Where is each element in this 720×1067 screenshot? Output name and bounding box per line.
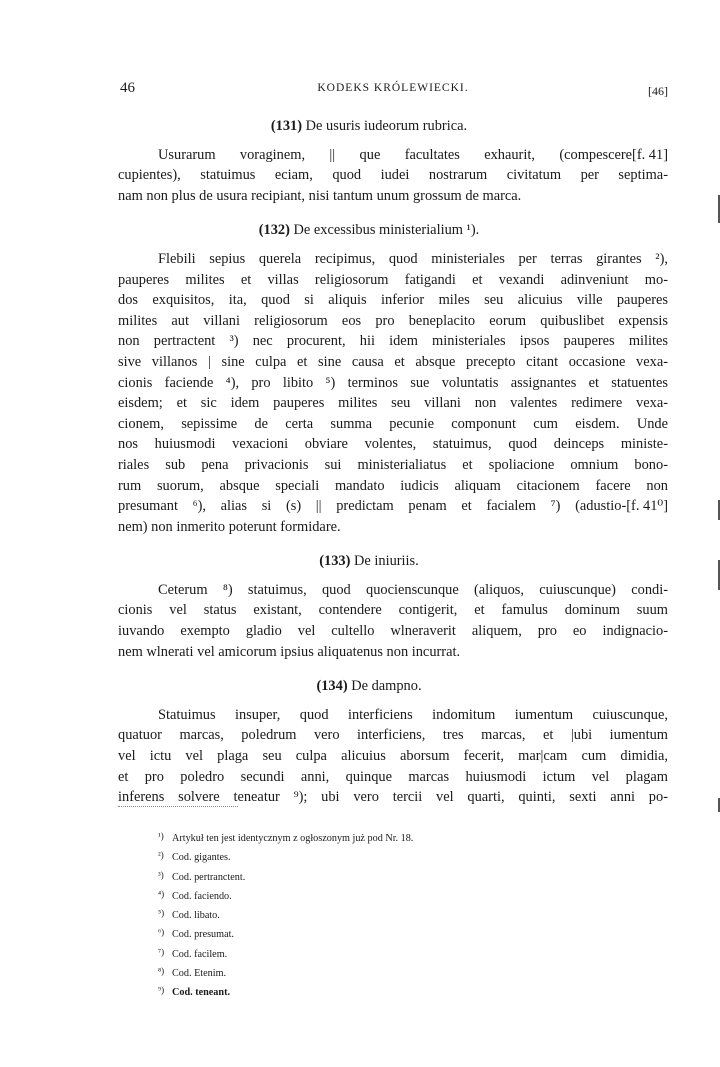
section-heading [118, 676, 668, 697]
text-line: non pertractent ³) nec procurent, hii idem ministeriales ipsos pauperes milites [118, 333, 668, 350]
section-title: De iniuriis. [350, 553, 419, 570]
section-heading [118, 551, 668, 572]
document-body [118, 112, 668, 808]
section-heading [118, 116, 668, 137]
text-line: Statuimus insuper, quod interficiens indomitum iumentum cuiuscunque, [158, 706, 668, 723]
section-title: De usuris iudeorum rubrica. [302, 118, 468, 134]
footnote: ⁷) Cod. facilem. [158, 946, 228, 960]
footnote: ⁶) Cod. presumat. [158, 927, 234, 941]
text-line: dos exquisitos, ita, quod si aliquis inferior miles seu alicuius ville pauperes [118, 292, 668, 309]
text-line: eisdem; et sic idem pauperes milites seu villani non valentes redimere vexa- [118, 395, 668, 412]
section-134 [118, 676, 668, 808]
text-line: cupientes), statuimus eciam, quod iudei nostrarum civitatum per septima- [118, 167, 668, 184]
margin-folio-ref: [f. 41] [632, 146, 668, 163]
page-number: 46 [120, 80, 135, 96]
footnote: ⁸) Cod. Etenim. [158, 966, 227, 980]
original-page-number: [46] [648, 84, 668, 98]
text-line: nam non plus de usura recipiant, nisi tantum unum grossum de marca. [118, 187, 522, 204]
section-number: (134) [316, 678, 348, 695]
text-line: sive villanos | sine culpa et sine causa et absque precepto citant occasione vexa- [118, 353, 668, 370]
footnote: ²) Cod. gigantes. [158, 850, 231, 864]
section-number: (133) [319, 553, 351, 570]
text-line: et pro poledro secundi anni, quinque marcas huiusmodi ictum vel plagam [118, 768, 668, 785]
footnote-separator [118, 806, 238, 807]
footnotes [158, 828, 413, 1002]
text-line: riales sub pena privacionis sui ministerialiatus et spoliacione omnium bono- [118, 456, 668, 473]
text-line: cionis vel status existant, contendere contigerit, et famulus dominum suum [118, 602, 668, 619]
footnote: ³) Cod. pertranctent. [158, 869, 246, 883]
text-line: Ceterum ⁸) statuimus, quod quocienscunque (aliquos, cuiuscunque) condi- [158, 581, 668, 598]
text-line: cionem, sepissime de certa summa pecunie componunt cum eisdem. Unde [118, 415, 668, 432]
section-number: (131) [270, 118, 303, 134]
section-132 [118, 220, 668, 537]
text-line: nem wlnerati vel amicorum ipsius aliquatenus non incurrat. [118, 643, 461, 660]
section-heading [118, 220, 668, 241]
footnote: ¹) Artykuł ten jest identycznym z ogłoszonym już pod Nr. 18. [158, 831, 414, 844]
text-line: Usurarum voraginem, || que facultates exhaurit, (compescere [f. 41] [118, 145, 668, 166]
section-133 [118, 551, 668, 662]
section-title: De dampno. [347, 678, 422, 695]
footnote: ⁴) Cod. faciendo. [158, 888, 232, 902]
text-line: pauperes milites et villas religiosorum fatigandi et vexandi adinveniunt mo- [118, 271, 668, 288]
text-line: presumant ⁶), alias si (s) || predictam penam et facialem ⁷) (adustio- [f. 41⁰] [118, 496, 668, 517]
section-131 [118, 116, 668, 206]
text-line: inferens solvere teneatur ⁹); ubi vero tercii vel quarti, quinti, sexti anni po- [118, 789, 668, 806]
text-line: nos huiusmodi vexacioni obviare volentes, statuimus, quod deinceps ministe- [118, 436, 668, 453]
page-header [118, 80, 668, 100]
text-line: iuvando exempto gladio vel cultello wlneraverit aliquem, pro eo indignacio- [118, 623, 668, 640]
text-line: nem) non inmerito poterunt formidare. [118, 518, 341, 535]
text-line: cionis faciende ⁴), pro libito ⁵) terminos sue voluntatis assignantes et statuentes [118, 374, 668, 391]
text-line: vel ictu vel plaga seu culpa alicuius aborsum fecerit, mar|cam cum dimidia, [118, 748, 668, 765]
footnote: ⁵) Cod. libato. [158, 908, 220, 922]
text-line: rum suorum, absque speciali mandato iudicis aliquam citacionem facere non [118, 477, 668, 494]
margin-folio-ref: [f. 41⁰] [626, 498, 668, 515]
section-title: De excessibus ministerialium ¹). [289, 222, 480, 239]
text-line: quatuor marcas, poledrum vero interficiens, tres marcas, et |ubi iumentum [118, 727, 668, 744]
running-title: KODEKS KRÓLEWIECKI. [317, 82, 469, 94]
footnote: ⁹) Cod. teneant. [158, 985, 231, 999]
text-line: milites aut villani religiosorum eos pro beneplacito eorum quibuslibet expensis [118, 312, 668, 329]
text-line: Flebili sepius querela recipimus, quod ministeriales per terras girantes ²), [158, 250, 668, 267]
section-number: (132) [258, 222, 290, 239]
